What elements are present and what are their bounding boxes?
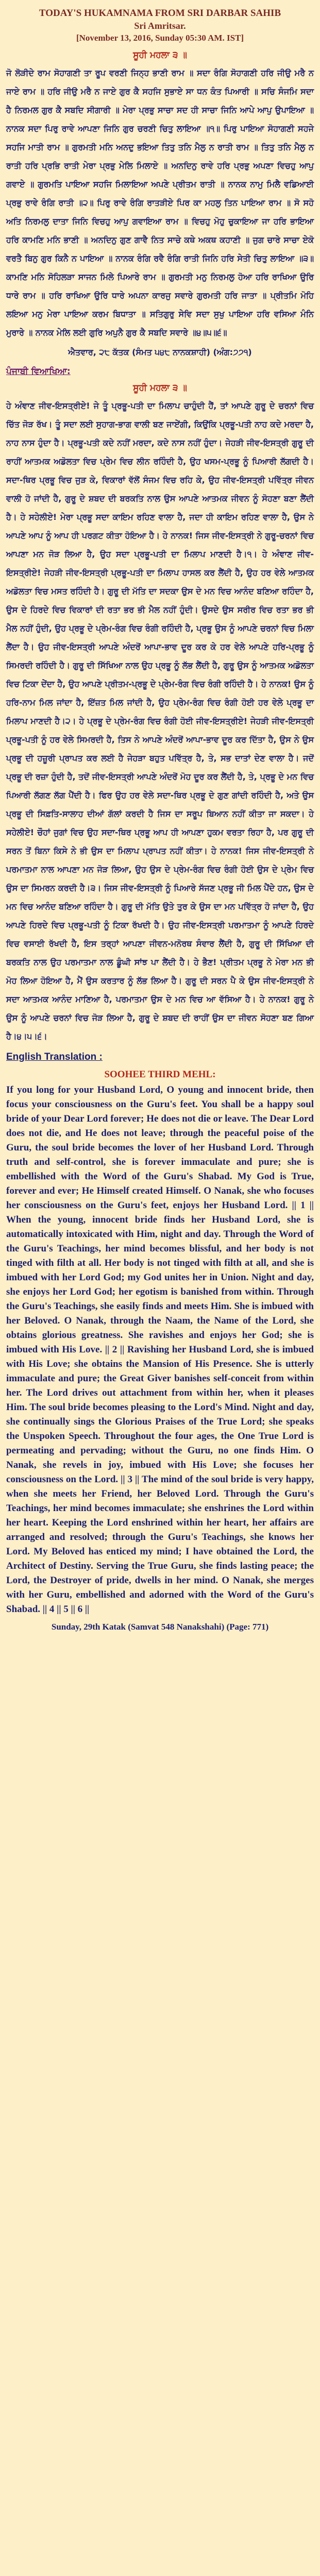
page-title: TODAY'S HUKAMNAMA FROM SRI DARBAR SAHIB (39, 8, 281, 19)
vyakhia-text: ਹੇ ਅੰਞਾਣ ਜੀਵ-ਇਸਤ੍ਰੀਏ! ਜੇ ਤੂੰ ਪ੍ਰਭੂ-ਪਤੀ ਦਾ ਮਿਲਾਪ ਚਾਹੁੰਦੀ ਹੈਂ, ਤਾਂ ਆਪਣੇ ਗੁਰੂ ਦੇ ਚਰਨਾਂ ਵਿਚ ਚਿੱਤ ਜੋੜ ਰੱਖ। ਤੂੰ ਸਦਾ ਲਈ ਸੁਹਾਗ-ਭਾਗ ਵਾਲੀ ਬਣ ਜਾਏਂਗੀ, ਕਿਉਂਕਿ ਪ੍ਰਭੂ-ਪਤੀ ਨਾਹ ਕਦੇ ਮਰਦਾ ਹੈ, ਨਾਹ ਨਾਸ ਹੁੰਦਾ ਹੈ। ਪ੍ਰਭੂ-ਪਤੀ ਕਦੇ ਨਹੀਂ ਮਰਦਾ, ਕਦੇ ਨਾਸ ਨਹੀਂ ਹੁੰਦਾ। ਜੇਹੜੀ ਜੀਵ-ਇਸਤ੍ਰੀ ਗੁਰੂ ਦੀ ਰਾਹੀਂ ਆਤਮਕ ਅਡੋਲਤਾ ਵਿਚ ਪ੍ਰੇਮ ਵਿਚ ਲੀਨ ਰਹਿੰਦੀ ਹੈ, ਉਹ ਖਸਮ-ਪ੍ਰਭੂ ਨੂੰ ਪਿਆਰੀ ਲੱਗਦੀ ਹੈ। ਸਦਾ-ਥਿਰ ਪ੍ਰਭੂ ਵਿਚ ਜੁੜ ਕੇ, ਵਿਕਾਰਾਂ ਵੱਲੋਂ ਸੰਜਮ ਵਿਚ ਰਹਿ ਕੇ, ਉਹ ਜੀਵ-ਇਸਤ੍ਰੀ ਪਵਿੱਤ੍ਰ ਜੀਵਨ ਵਾਲੀ ਹੋ ਜਾਂਦੀ ਹੈ, ਗੁਰੂ ਦੇ ਸ਼ਬਦ ਦੀ ਬਰਕਤਿ ਨਾਲ ਉਸ ਆਪਣੇ ਆਤਮਕ ਜੀਵਨ ਨੂੰ ਸੋਹਣਾ ਬਣਾ ਲੈਂਦੀ ਹੈ। ਹੇ ਸਹੇਲੀਏ! ਮੇਰਾ ਪ੍ਰਭੂ ਸਦਾ ਕਾਇਮ ਰਹਿਣ ਵਾਲਾ ਹੈ, ਜਦਾ ਹੀ ਕਾਇਮ ਰਹਿਣ ਵਾਲਾ ਹੈ, ਉਸ ਨੇ ਆਪਣੇ ਆਪ ਨੂੰ ਆਪ ਹੀ ਪਰਗਟ ਕੀਤਾ ਹੋਇਆ ਹੈ। ਹੇ ਨਾਨਕ! ਜਿਸ ਜੀਵ-ਇਸਤ੍ਰੀ ਨੇ ਗੁਰੂ-ਚਰਨਾਂ ਵਿਚ ਆਪਣਾ ਮਨ ਜੋੜ ਲਿਆ ਹੈ, ਉਹ ਸਦਾ ਪ੍ਰਭੂ-ਪਤੀ ਦਾ ਮਿਲਾਪ ਮਾਣਦੀ ਹੈ।੧। ਹੇ ਅੰਞਾਣ ਜੀਵ-ਇਸਤ੍ਰੀਏ! ਜੇਹੜੀ ਜੀਵ-ਇਸਤ੍ਰੀ ਪ੍ਰਭੂ-ਪਤੀ ਦਾ ਮਿਲਾਪ ਹਾਸਲ ਕਰ ਲੈਂਦੀ ਹੈ, ਉਹ ਹਰ ਵੇਲੇ ਆਤਮਕ ਅਡੋਲਤਾ ਵਿਚ ਮਸਤ ਰਹਿੰਦੀ ਹੈ। ਗੁਰੂ ਦੀ ਮੱਤਿ ਦਾ ਸਦਕਾ ਉਸ ਦੇ ਮਨ ਵਿਚ ਆਨੰਦ ਬਣਿਆ ਰਹਿੰਦਾ ਹੈ, ਉਸ ਦੇ ਹਿਰਦੇ ਵਿਚ ਵਿਕਾਰਾਂ ਦੀ ਰਤਾ ਭਰ ਭੀ ਮੈਲ ਨਹੀਂ ਹੁੰਦੀ। ਉਸਦੇ ਉਸ ਸਰੀਰ ਵਿਚ ਰਤਾ ਭਰ ਭੀ ਮੈਲ ਨਹੀਂ ਹੁੰਦੀ, ਉਹ ਪ੍ਰਭੂ ਦੇ ਪ੍ਰੇਮ-ਰੰਗ ਵਿਚ ਰੰਗੀ ਰਹਿੰਦੀ ਹੈ, ਪ੍ਰਭੂ ਉਸ ਨੂੰ ਆਪਣੇ ਚਰਨਾਂ ਵਿਚ ਮਿਲਾ ਲੈਂਦਾ ਹੈ। ਉਹ ਜੀਵ-ਇਸਤ੍ਰੀ ਆਪਣੇ ਅੰਦਰੋਂ ਆਪਾ-ਭਾਵ ਦੂਰ ਕਰ ਕੇ ਹਰ ਵੇਲੇ ਆਪਣੇ ਹਰਿ-ਪ੍ਰਭੂ ਨੂੰ ਸਿਮਰਦੀ ਰਹਿੰਦੀ ਹੈ। ਗੁਰੂ ਦੀ ਸਿੱਖਿਆ ਨਾਲ ਉਹ ਪ੍ਰਭੂ ਨੂੰ ਲੱਭ ਲੈਂਦੀ ਹੈ, ਗੁਰੂ ਉਸ ਨੂੰ ਆਤਮਕ ਅਡੋਲਤਾ ਵਿਚ ਟਿਕਾ ਦੇਂਦਾ ਹੈ, ਉਹ ਆਪਣੇ ਪ੍ਰੀਤਮ-ਪ੍ਰਭੂ ਦੇ ਪ੍ਰੇਮ-ਰੰਗ ਵਿਚ ਰੰਗੀ ਰਹਿੰਦੀ ਹੈ। ਹੇ ਨਾਨਕ! ਉਸ ਨੂੰ ਹਰਿ-ਨਾਮ ਮਿਲ ਜਾਂਦਾ ਹੈ, ਇੱਜ਼ਤ ਮਿਲ ਜਾਂਦੀ ਹੈ, ਉਹ ਪ੍ਰੇਮ-ਰੰਗ ਵਿਚ ਰੰਗੀ ਹੋਈ ਹਰ ਵੇਲੇ ਪ੍ਰਭੂ ਦਾ ਮਿਲਾਪ ਮਾਣਦੀ ਹੈ।੨। ਹੇ ਪ੍ਰਭੂ ਦੇ ਪ੍ਰੇਮ-ਰੰਗ ਵਿਚ ਰੰਗੀ ਹੋਈ ਜੀਵ-ਇਸਤ੍ਰੀਏ! ਜੇਹੜੀ ਜੀਵ-ਇਸਤ੍ਰੀ ਪ੍ਰਭੂ-ਪਤੀ ਨੂੰ ਹਰ ਵੇਲੇ ਸਿਮਰਦੀ ਹੈ, ਤਿਸ ਨੇ ਆਪਣੇ ਅੰਦਰੋਂ ਆਪਾ-ਭਾਵ ਦੂਰ ਕਰ ਦਿੱਤਾ ਹੈ, ਉਸ ਨੇ ਉਸ ਪ੍ਰਭੂ ਦੀ ਹਜ਼ੂਰੀ ਪ੍ਰਾਪਤ ਕਰ ਲਈ ਹੈ ਜੇਹੜਾ ਬਹੁਤ ਪਵਿੱਤ੍ਰ ਹੈ, ਤੇ, ਸਭ ਦਾਤਾਂ ਦੇਣ ਵਾਲਾ ਹੈ। ਜਦੋਂ ਪ੍ਰਭੂ ਦੀ ਰਜ਼ਾ ਹੁੰਦੀ ਹੈ, ਤਦੋਂ ਜੀਵ-ਇਸਤ੍ਰੀ ਆਪਣੇ ਅੰਦਰੋਂ ਮੋਹ ਦੂਰ ਕਰ ਲੈਂਦੀ ਹੈ, ਤੇ, ਪ੍ਰਭੂ ਦੇ ਮਨ ਵਿਚ ਪਿਆਰੀ ਲੱਗਣ ਲੱਗ ਪੈਂਦੀ ਹੈ। ਫਿਰ ਉਹ ਹਰ ਵੇਲੇ ਸਦਾ-ਥਿਰ ਪ੍ਰਭੂ ਦੇ ਗੁਣ ਗਾਂਦੀ ਰਹਿੰਦੀ ਹੈ, ਅਤੇ ਉਸ ਪ੍ਰਭੂ ਦੀ ਸਿਫ਼ਤਿ-ਸਾਲਾਹ ਦੀਆਂ ਗੱਲਾਂ ਕਰਦੀ ਹੈ ਜਿਸ ਦਾ ਸਰੂਪ ਬਿਆਨ ਨਹੀਂ ਕੀਤਾ ਜਾ ਸਕਦਾ। ਹੇ ਸਹੇਲੀਏ! ਚੌਹਾਂ ਜੁਗਾਂ ਵਿਚ ਉਹ ਸਦਾ-ਥਿਰ ਪ੍ਰਭੂ ਆਪ ਹੀ ਆਪਣਾ ਹੁਕਮ ਵਰਤਾ ਰਿਹਾ ਹੈ, ਪਰ ਗੁਰੂ ਦੀ ਸਰਨ ਤੋਂ ਬਿਨਾ ਕਿਸੇ ਨੇ ਭੀ ਉਸ ਦਾ ਮਿਲਾਪ ਪ੍ਰਾਪਤ ਨਹੀਂ ਕੀਤਾ। ਹੇ ਨਾਨਕ! ਜਿਸ ਜੀਵ-ਇਸਤ੍ਰੀ ਨੇ ਪਰਮਾਤਮਾ ਨਾਲ ਆਪਣਾ ਮਨ ਜੋੜ ਲਿਆ, ਉਹ ਉਸ ਦੇ ਪ੍ਰੇਮ-ਰੰਗ ਵਿਚ ਰੰਗੀ ਹੋਈ ਉਸ ਦੇ ਪ੍ਰੇਮ ਵਿਚ ਉਸ ਦਾ ਸਿਮਰਨ ਕਰਦੀ ਹੈ।੩। ਜਿਸ ਜੀਵ-ਇਸਤ੍ਰੀ ਨੂੰ ਪਿਆਰੇ ਸੱਜਣ ਪ੍ਰਭੂ ਜੀ ਮਿਲ ਪੈਂਦੇ ਹਨ, ਉਸ ਦੇ ਮਨ ਵਿਚ ਆਨੰਦ ਬਣਿਆ ਰਹਿੰਦਾ ਹੈ। ਗੁਰੂ ਦੀ ਮੱਤਿ ਉਤੇ ਤੁਰ ਕੇ ਉਸ ਦਾ ਮਨ ਪਵਿੱਤ੍ਰ ਹੋ ਜਾਂਦਾ ਹੈ, ਉਹ ਆਪਣੇ ਹਿਰਦੇ ਵਿਚ ਪ੍ਰਭੂ-ਪਤੀ ਨੂੰ ਟਿਕਾ ਰੱਖਦੀ ਹੈ। ਉਹ ਜੀਵ-ਇਸਤ੍ਰੀ ਪਰਮਾਤਮਾ ਨੂੰ ਆਪਣੇ ਹਿਰਦੇ ਵਿਚ ਵਸਾਈ ਰੱਖਦੀ ਹੈ, ਇਸ ਤਰ੍ਹਾਂ ਆਪਣਾ ਜੀਵਨ-ਮਨੋਰਥ ਸੰਵਾਰ ਲੈਂਦੀ ਹੈ, ਗੁਰੂ ਦੀ ਸਿੱਖਿਆ ਦੀ ਬਰਕਤਿ ਨਾਲ ਉਹ ਪਰਮਾਤਮਾ ਨਾਲ ਡੂੰਘੀ ਸਾਂਝ ਪਾ ਲੈਂਦੀ ਹੈ। ਹੇ ਭੈਣ! ਪ੍ਰੀਤਮ ਪ੍ਰਭੂ ਨੇ ਮੇਰਾ ਮਨ ਭੀ ਮੋਹ ਲਿਆ ਹੋਇਆ ਹੈ, ਮੈਂ ਉਸ ਕਰਤਾਰ ਨੂੰ ਲੱਭ ਲਿਆ ਹੈ। ਗੁਰੂ ਦੀ ਸਰਨ ਪੈ ਕੇ ਉਸ ਜੀਵ-ਇਸਤ੍ਰੀ ਨੇ ਸਦਾ ਆਤਮਕ ਆਨੰਦ ਮਾਣਿਆ ਹੈ, ਪਰਮਾਤਮਾ ਉਸ ਦੇ ਮਨ ਵਿਚ ਆ ਵੱਸਿਆ ਹੈ। ਹੇ ਨਾਨਕ! ਗੁਰੂ ਨੇ ਉਸ ਨੂੰ ਆਪਣੇ ਚਰਨਾਂ ਵਿਚ ਜੋੜ ਲਿਆ ਹੈ, ਗੁਰੂ ਦੇ ਸ਼ਬਦ ਦੀ ਰਾਹੀਂ ਉਸ ਦਾ ਜੀਵਨ ਸੋਹਣਾ ਬਣ ਗਿਆ ਹੈ।੪।੫।੬। (6, 401, 314, 1041)
english-text: If you long for your Husband Lord, O young and innocent bride, then focus your consciousness on the Guru's feet. You shall be a happy soul bride of your Dear Lord forever; He does not die or leave. The Dear Lord does not die, and He does not leave; through the peaceful poise of the Guru, the soul bride becomes the lover of her Husband Lord. Through truth and self-control, she is forever immaculate and pure; she is embellished with the Word of the Guru's Shabad. My God is True, forever and ever; He Himself created Himself. O Nanak, she who focuses her consciousness on the Guru's feet, enjoys her Husband Lord. || 1 || When the young, innocent bride finds her Husband Lord, she is automatically intoxicated with Him, night and day. Through the Word of the Guru's Teachings, her mind becomes blissful, and her body is not tinged with filth at all. Her body is not tinged with filth at all, and she is imbued with her Lord God; my God unites her in Union. Night and day, she enjoys her Lord God; her egotism is banished from within. Through the Guru's Teachings, she easily finds and meets Him. She is imbued with her Beloved. O Nanak, through the Naam, the Name of the Lord, she obtains glorious greatness. She ravishes and enjoys her God; she is imbued with His Love. || 2 || Ravishing her Husband Lord, she is imbued with His Love; she obtains the Mansion of His Presence. She is utterly immaculate and pure; the Great Giver banishes self-conceit from within her. The Lord drives out attachment from within her, when it pleases Him. The soul bride becomes pleasing to the Lord's Mind. Night and day, she continually sings the Glorious Praises of the True Lord; she speaks the Unspoken Speech. Throughout the four ages, the One True Lord is permeating and pervading; without the Guru, no one finds Him. O Nanak, she revels in joy, imbued with His Love; she focuses her consciousness on the Lord. || 3 || The mind of the soul bride is very happy, when she meets her Friend, her Beloved Lord. Through the Guru's Teachings, her mind becomes immaculate; she enshrines the Lord within her heart. Keeping the Lord enshrined within her heart, her affairs are arranged and resolved; through the Guru's Teachings, she knows her Lord. My Beloved has enticed my mind; I have obtained the Lord, the Architect of Destiny. Serving the True Guru, she finds lasting peace; the Lord, the Destroyer of pride, dwells in her mind. O Nanak, she merges with her Guru, embellished and adorned with the Word of the Guru's Shabad. || 4 || 5 || 6 || (6, 1084, 314, 1615)
punjabi-vyakhia-section (6, 364, 314, 1046)
gurmukhi-raag-heading: ਸੂਹੀ ਮਹਲਾ ੩ ॥ (133, 50, 187, 60)
gurmukhi-date-ang: ਐਤਵਾਰ, ੨੮ ਕੱਤਕ (ਸੰਮਤ ੫੪੮ ਨਾਨਕਸ਼ਾਹੀ) (ਅੰਗ:੭੭੧) (68, 347, 252, 357)
english-translation-section (6, 1050, 314, 1634)
gurmukhi-section (6, 48, 314, 362)
location-line: Sri Amritsar. (134, 21, 186, 31)
english-raag-heading: SOOHEE THIRD MEHL: (104, 1069, 216, 1080)
vyakhia-heading: ਪੰਜਾਬੀ ਵਿਆਖਿਆ: (6, 366, 71, 377)
vyakhia-raag-heading: ਸੂਹੀ ਮਹਲਾ ੩ ॥ (133, 383, 187, 393)
gurmukhi-verses: ਜੋ ਲੋੜੀਦੇ ਰਾਮ ਸੋਹਾਗਣੀ ਤਾ ਰੂਪ ਵਰਣੀ ਜਿਨ੍ਹ ਭਾਣੀ ਰਾਮ ॥ ਸਦਾ ਰੰਗਿ ਸੋਹਾਗਣੀ ਹਰਿ ਜੀਉ ਮਰੈ ਨ ਜਾਏ ਰਾਮ ॥ ਹਰਿ ਜੀਉ ਮਰੈ ਨ ਜਾਏ ਗੁਰ ਕੈ ਸਹਜਿ ਸੁਭਾਏ ਸਾ ਧਨ ਕੰਤ ਪਿਆਰੀ ॥ ਸਚਿ ਸੰਜਮਿ ਸਦਾ ਹੈ ਨਿਰਮਲ ਗੁਰ ਕੈ ਸਬਦਿ ਸੀਗਾਰੀ ॥ ਮੇਰਾ ਪ੍ਰਭੁ ਸਾਚਾ ਸਦ ਹੀ ਸਾਚਾ ਜਿਨਿ ਆਪੇ ਆਪੁ ਉਪਾਇਆ ॥ ਨਾਨਕ ਸਦਾ ਪਿਰੁ ਰਾਵੇ ਆਪਣਾ ਜਿਨਿ ਗੁਰ ਚਰਣੀ ਚਿਤੁ ਲਾਇਆ ॥੧॥ ਪਿਰੁ ਪਾਇਆ ਸੋਹਾਗਣੀ ਸਹਜੇ ਸਹਜਿ ਮਾਤੀ ਰਾਮ ॥ ਗੁਰਮਤੀ ਮਨਿ ਅਨਦੁ ਭਇਆ ਤਿਤੁ ਤਨਿ ਮੈਲੁ ਨ ਰਾਤੀ ਰਾਮ ॥ ਤਿਤੁ ਤਨਿ ਮੈਲੁ ਨ ਰਾਤੀ ਹਰਿ ਪ੍ਰਭਿ ਰਾਤੀ ਮੇਰਾ ਪ੍ਰਭੁ ਮੇਲਿ ਮਿਲਾਏ ॥ ਅਨਦਿਨੁ ਰਾਵੇ ਹਰਿ ਪ੍ਰਭੁ ਅਪਣਾ ਵਿਚਹੁ ਆਪੁ ਗਵਾਏ ॥ ਗੁਰਮਤਿ ਪਾਇਆ ਸਹਜਿ ਮਿਲਾਇਆ ਅਪਣੇ ਪ੍ਰੀਤਮ ਰਾਤੀ ॥ ਨਾਨਕ ਨਾਮੁ ਮਿਲੈ ਵਡਿਆਈ ਪ੍ਰਭੁ ਰਾਵੇ ਰੰਗਿ ਰਾਤੀ ॥੨॥ ਪਿਰੁ ਰਾਵੇ ਰੰਗਿ ਰਾਤੜੀਏ ਪਿਰ ਕਾ ਮਹਲੁ ਤਿਨ ਪਾਇਆ ਰਾਮ ॥ ਸੋ ਸਹੋ ਅਤਿ ਨਿਰਮਲੁ ਦਾਤਾ ਜਿਨਿ ਵਿਚਹੁ ਆਪੁ ਗਵਾਇਆ ਰਾਮ ॥ ਵਿਚਹੁ ਮੋਹੁ ਚੁਕਾਇਆ ਜਾ ਹਰਿ ਭਾਇਆ ਹਰਿ ਕਾਮਣਿ ਮਨਿ ਭਾਣੀ ॥ ਅਨਦਿਨੁ ਗੁਣ ਗਾਵੈ ਨਿਤ ਸਾਚੇ ਕਥੇ ਅਕਥ ਕਹਾਣੀ ॥ ਜੁਗ ਚਾਰੇ ਸਾਚਾ ਏਕੋ ਵਰਤੈ ਬਿਨੁ ਗੁਰ ਕਿਨੈ ਨ ਪਾਇਆ ॥ ਨਾਨਕ ਰੰਗਿ ਰਵੈ ਰੰਗਿ ਰਾਤੀ ਜਿਨਿ ਹਰਿ ਸੇਤੀ ਚਿਤੁ ਲਾਇਆ ॥੩॥ ਕਾਮਣਿ ਮਨਿ ਸੋਹਿਲੜਾ ਸਾਜਨ ਮਿਲੇ ਪਿਆਰੇ ਰਾਮ ॥ ਗੁਰਮਤੀ ਮਨੁ ਨਿਰਮਲੁ ਹੋਆ ਹਰਿ ਰਾਖਿਆ ਉਰਿ ਧਾਰੇ ਰਾਮ ॥ ਹਰਿ ਰਾਖਿਆ ਉਰਿ ਧਾਰੇ ਅਪਨਾ ਕਾਰਜੁ ਸਵਾਰੇ ਗੁਰਮਤੀ ਹਰਿ ਜਾਤਾ ॥ ਪ੍ਰੀਤਮਿ ਮੋਹਿ ਲਇਆ ਮਨੁ ਮੇਰਾ ਪਾਇਆ ਕਰਮ ਬਿਧਾਤਾ ॥ ਸਤਿਗੁਰੁ ਸੇਵਿ ਸਦਾ ਸੁਖੁ ਪਾਇਆ ਹਰਿ ਵਸਿਆ ਮੰਨਿ ਮੁਰਾਰੇ ॥ ਨਾਨਕ ਮੇਲਿ ਲਈ ਗੁਰਿ ਅਪੁਨੈ ਗੁਰ ਕੈ ਸਬਦਿ ਸਵਾਰੇ ॥੪॥੫॥੬॥ (6, 68, 314, 337)
date-line: [November 13, 2016, Sunday 05:30 AM. IST] (76, 33, 244, 43)
english-footer-date: Sunday, 29th Katak (Samvat 548 Nanakshahi) (Page: 771) (51, 1622, 269, 1632)
english-heading: English Translation : (6, 1052, 103, 1062)
page-header (6, 7, 314, 44)
